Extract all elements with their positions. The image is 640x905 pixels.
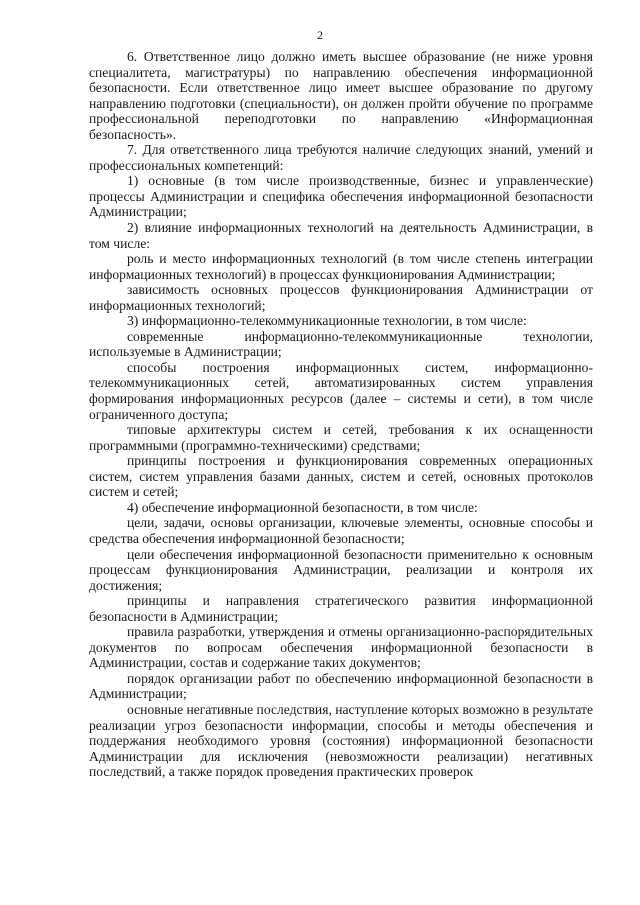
sub-item: типовые архитектуры систем и сетей, требования к их оснащенности программными (программно-техническими) средствами; bbox=[89, 422, 593, 453]
document-body bbox=[89, 49, 593, 780]
sub-item: принципы построения и функционирования современных операционных систем, систем управления базами данных, систем и сетей, основных протоколов систем и сетей; bbox=[89, 453, 593, 500]
sub-item: правила разработки, утверждения и отмены организационно-распорядительных документов по вопросам обеспечения информационной безопасности в Администрации, состав и содержание таких документов; bbox=[89, 624, 593, 671]
list-item-1: 1) основные (в том числе производственные, бизнес и управленческие) процессы Администрации и специфика обеспечения информационной безопасности Администрации; bbox=[89, 173, 593, 220]
paragraph-7: 7. Для ответственного лица требуются наличие следующих знаний, умений и профессиональных компетенций: bbox=[89, 142, 593, 173]
sub-item: способы построения информационных систем, информационно-телекоммуникационных сетей, автоматизированных систем управления формирования информационных ресурсов (далее – системы и сети), в том числе ограниченного доступа; bbox=[89, 359, 593, 422]
list-item-4: 4) обеспечение информационной безопасности, в том числе: bbox=[127, 499, 478, 515]
sub-item: роль и место информационных технологий (в том числе степень интеграции информационных технологий) в процессах функционирования Администрации; bbox=[89, 251, 593, 282]
sub-item: цели, задачи, основы организации, ключевые элементы, основные способы и средства обеспечения информационной безопасности; bbox=[89, 515, 593, 546]
sub-item: современные информационно-телекоммуникационные технологии, используемые в Администрации; bbox=[89, 328, 593, 360]
list-item-3: 3) информационно-телекоммуникационные технологии, в том числе: bbox=[127, 313, 527, 329]
list-item-2: 2) влияние информационных технологий на деятельность Администрации, в том числе: bbox=[89, 220, 593, 251]
sub-item: цели обеспечения информационной безопасности применительно к основным процессам функционирования Администрации, реализации и контроля их достижения; bbox=[89, 546, 593, 593]
paragraph-6: 6. Ответственное лицо должно иметь высшее образование (не ниже уровня специалитета, магистратуры) по направлению обеспечения информационной безопасности. Если ответственное лицо имеет высшее образование по другому направлению подготовки (специальности), он должен пройти обучение по программе профессиональной переподготовки по направлению «Информационная безопасность». bbox=[89, 49, 593, 142]
sub-item: основные негативные последствия, наступление которых возможно в результате реализации угроз безопасности информации, способы и методы обеспечения и поддержания необходимого уровня (состояния) информационной безопасности Администрации для исключения (невозможности реализации) негативных последствий, а также порядок проведения практических проверок bbox=[89, 701, 593, 780]
sub-item: порядок организации работ по обеспечению информационной безопасности в Администрации; bbox=[89, 670, 593, 702]
sub-item: принципы и направления стратегического развития информационной безопасности в Администрации; bbox=[89, 593, 593, 624]
page-number: 2 bbox=[317, 28, 323, 42]
sub-item: зависимость основных процессов функционирования Администрации от информационных технологий; bbox=[89, 282, 593, 313]
